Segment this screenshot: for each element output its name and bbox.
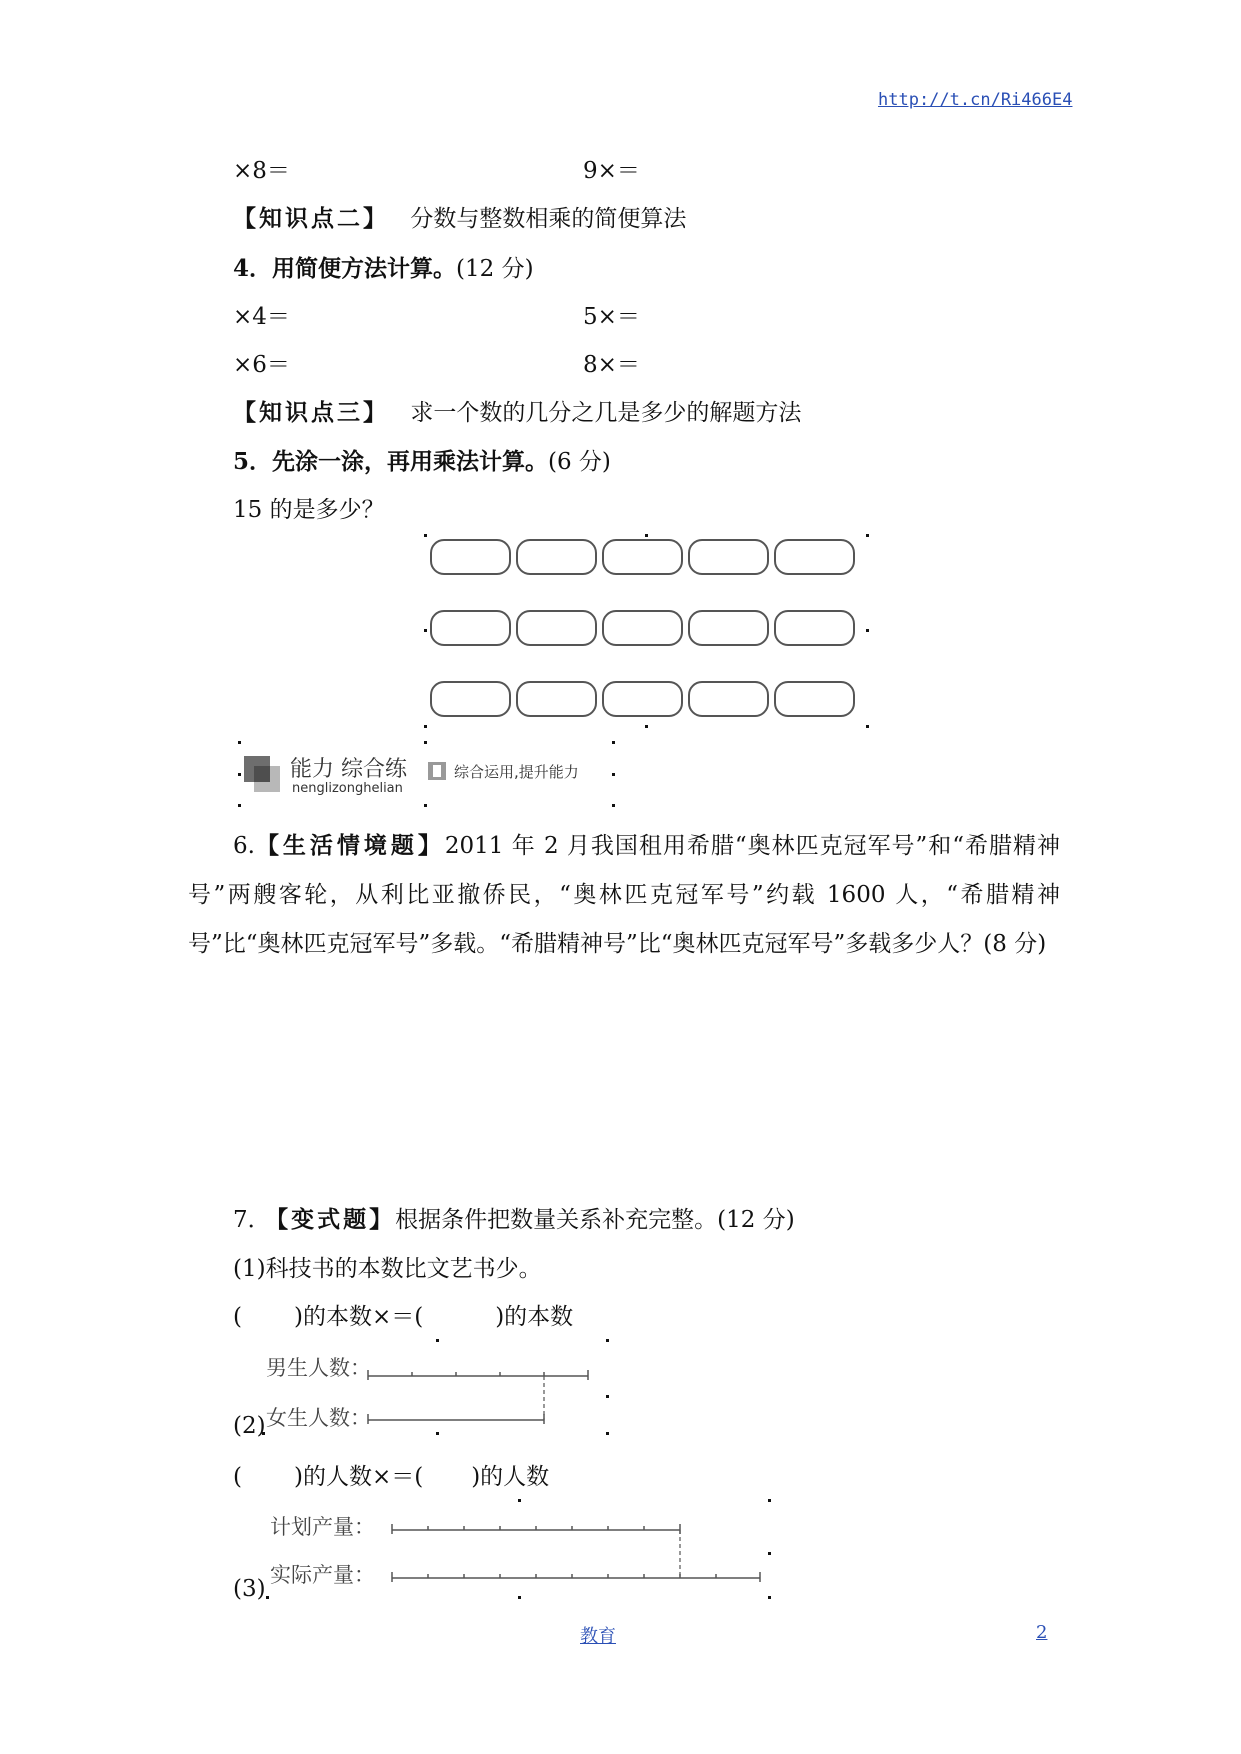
q3-left-expression: ×8＝: [233, 158, 290, 184]
oval-cell[interactable]: [688, 610, 769, 646]
q7-sub2: (2): [233, 1413, 266, 1439]
kp2-bracket: 【知识点二】: [233, 205, 389, 232]
handle-dot: [266, 1596, 269, 1599]
q7-score: (12 分): [717, 1207, 795, 1233]
handle-dot: [424, 534, 427, 537]
q4-row2-right: 8×＝: [583, 352, 640, 378]
q6-tag: 【生活情境题】: [254, 832, 445, 859]
banner-pinyin: nenglizonghelian: [292, 781, 403, 796]
footer-page-number[interactable]: 2: [1036, 1622, 1048, 1643]
handle-dot: [645, 534, 648, 537]
q7-fill1-end: )的本数: [495, 1304, 574, 1330]
oval-cell[interactable]: [516, 681, 597, 717]
banner-logo-icon: [244, 756, 280, 792]
handle-dot: [238, 804, 241, 807]
handle-dot: [424, 725, 427, 728]
q7-fill2-mid: )的人数×＝(: [293, 1464, 424, 1490]
q7-fill1: [233, 1298, 573, 1331]
oval-cell[interactable]: [774, 681, 855, 717]
oval-cell[interactable]: [430, 610, 511, 646]
knowledge-point-2: [233, 200, 686, 233]
handle-dot: [518, 1596, 521, 1599]
girls-label: 女生人数：: [266, 1406, 371, 1430]
q7-sub3: (3): [233, 1576, 266, 1602]
handle-dot: [238, 773, 241, 776]
q5-title: 5．先涂一涂，再用乘法计算。: [233, 448, 549, 475]
handle-dot: [612, 804, 615, 807]
q7-fill2-end: )的人数: [471, 1464, 550, 1490]
handle-dot: [436, 1432, 439, 1435]
handle-dot: [612, 773, 615, 776]
q7-fill2-open: (: [233, 1464, 242, 1490]
footer-center-link[interactable]: 教育: [580, 1626, 616, 1647]
oval-cell[interactable]: [774, 610, 855, 646]
q7-number: 7．: [233, 1207, 271, 1233]
q5-score: (6 分): [548, 449, 611, 475]
q3-right-expression: 9×＝: [583, 158, 640, 184]
knowledge-point-3: [233, 394, 801, 427]
kp2-title: 分数与整数相乘的简便算法: [410, 206, 687, 232]
actual-label: 实际产量：: [270, 1563, 375, 1587]
q7-fill1-open: (: [233, 1304, 242, 1330]
q6-number: 6.: [233, 833, 255, 859]
q5-heading: [233, 443, 611, 476]
q4-row1-right: 5×＝: [583, 304, 640, 330]
q4-row2-left: ×6＝: [233, 352, 290, 378]
q5-question: 15 的是多少？: [233, 497, 385, 523]
q7-fill2: [233, 1458, 549, 1491]
oval-cell[interactable]: [602, 681, 683, 717]
handle-dot: [645, 725, 648, 728]
header-url-link[interactable]: http://t.cn/Ri466E4: [878, 90, 1073, 110]
handle-dot: [424, 629, 427, 632]
q7-tag: 【变式题】: [276, 1206, 396, 1233]
oval-cell[interactable]: [688, 539, 769, 575]
oval-cell[interactable]: [602, 539, 683, 575]
banner-tag-icon: [428, 762, 446, 780]
handle-dot: [606, 1339, 609, 1342]
handle-dot: [866, 725, 869, 728]
oval-cell[interactable]: [430, 539, 511, 575]
q7-fill1-mid: )的本数×＝(: [293, 1304, 424, 1330]
oval-cell[interactable]: [774, 539, 855, 575]
oval-cell[interactable]: [430, 681, 511, 717]
handle-dot: [424, 804, 427, 807]
q4-score: (12 分): [456, 256, 534, 282]
handle-dot: [238, 741, 241, 744]
kp3-bracket: 【知识点三】: [233, 399, 389, 426]
oval-cell[interactable]: [516, 539, 597, 575]
oval-cell[interactable]: [688, 681, 769, 717]
handle-dot: [518, 1499, 521, 1502]
handle-dot: [866, 629, 869, 632]
handle-dot: [866, 534, 869, 537]
banner-tag-text: 综合运用,提升能力: [454, 763, 579, 781]
handle-dot: [606, 1395, 609, 1398]
q4-heading: [233, 250, 534, 283]
boys-girls-segments: [366, 1350, 596, 1430]
handle-dot: [768, 1596, 771, 1599]
handle-dot: [768, 1552, 771, 1555]
banner-title: 能力 综合练: [290, 757, 407, 782]
q7-title: 根据条件把数量关系补充完整。: [395, 1207, 718, 1233]
q6-paragraph: [188, 821, 1060, 969]
handle-dot: [436, 1339, 439, 1342]
q4-title: 4．用简便方法计算。: [233, 255, 457, 282]
production-segments: [388, 1508, 768, 1588]
handle-dot: [768, 1499, 771, 1502]
handle-dot: [606, 1432, 609, 1435]
oval-cell[interactable]: [516, 610, 597, 646]
q7-heading: [233, 1201, 795, 1234]
plan-label: 计划产量：: [270, 1515, 375, 1539]
kp3-title: 求一个数的几分之几是多少的解题方法: [410, 400, 802, 426]
q7-sub1: (1)科技书的本数比文艺书少。: [233, 1256, 542, 1282]
q6-text: 2011 年 2 月我国租用希腊“奥林匹克冠军号”和“希腊精神号”两艘客轮，从利比亚撤侨民，“奥林匹克冠军号”约载 1600 人，“希腊精神号”比“奥林匹克冠军号”多载。“希腊精神号”比“奥林匹克冠军号”多载多少人？(8 分): [188, 833, 1061, 957]
oval-cell[interactable]: [602, 610, 683, 646]
handle-dot: [612, 741, 615, 744]
boys-label: 男生人数：: [266, 1356, 371, 1380]
q4-row1-left: ×4＝: [233, 304, 290, 330]
handle-dot: [424, 741, 427, 744]
